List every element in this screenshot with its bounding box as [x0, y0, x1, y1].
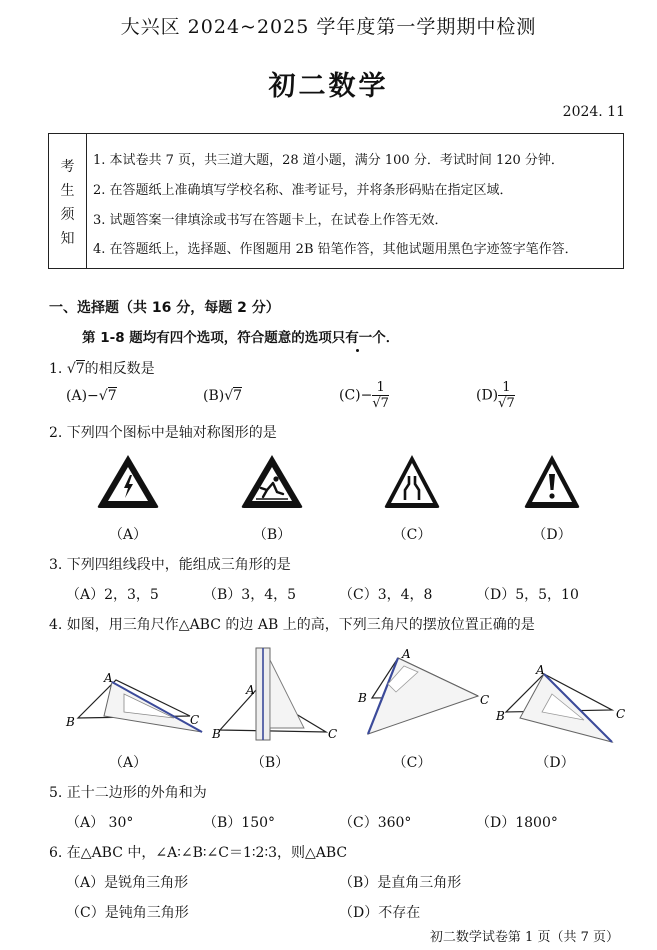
slippery-floor-warning-icon — [239, 452, 305, 510]
minus-sign: − — [87, 388, 99, 404]
sqrt-symbol: √ — [498, 396, 507, 411]
q1-option-a[interactable] — [66, 388, 117, 404]
vertex-label-b: B — [66, 715, 75, 729]
q1-stem — [49, 358, 155, 378]
exam-title: 初二数学 — [268, 71, 389, 102]
q1-number: 1. — [49, 361, 63, 377]
q3-option-b[interactable]: （B）3，4，5 — [203, 587, 297, 603]
q4-label-a: （A） — [108, 755, 148, 771]
q1-option-d[interactable] — [476, 380, 515, 411]
instruction-text: 第 1-8 题均有四个选项，符合题意的选项 — [82, 330, 332, 346]
exclamation-warning-icon — [521, 452, 583, 510]
instruction-emphasis: 只有一个 — [331, 330, 386, 346]
option-label: (B) — [203, 388, 225, 404]
q4-figure-c — [352, 648, 502, 744]
q4-label-b: （B） — [250, 755, 290, 771]
q3-option-a[interactable]: （A）2，3，5 — [66, 587, 159, 603]
q4-figure-b — [208, 642, 348, 742]
q3-option-c[interactable]: （C）3，4，8 — [339, 587, 433, 603]
numerator: 1 — [372, 380, 389, 396]
notice-label-char: 生 — [60, 183, 75, 199]
radicand: 7 — [506, 396, 515, 411]
radicand: 7 — [233, 388, 243, 404]
fraction — [498, 380, 515, 411]
q5-option-d[interactable]: （D）1800° — [476, 815, 558, 831]
denominator — [372, 396, 389, 411]
minus-sign: − — [360, 387, 373, 404]
notice-item: 3. 试题答案一律填涂或书写在答题卡上，在试卷上作答无效． — [93, 213, 448, 228]
notice-label — [49, 134, 87, 268]
vertex-label-c: C — [616, 707, 626, 721]
road-narrows-warning-icon — [381, 452, 443, 510]
q4-stem: 4. 如图，用三角尺作△ABC 的边 AB 上的高，下列三角尺的摆放位置正确的是 — [49, 617, 535, 633]
vertex-label-a: A — [104, 671, 113, 685]
sqrt-symbol: √ — [66, 361, 76, 377]
instruction-end: ． — [385, 330, 400, 346]
q5-option-c[interactable]: （C）360° — [339, 815, 412, 831]
vertex-label-b: B — [212, 727, 221, 741]
vertex-label-a: A — [402, 648, 411, 661]
vertex-label-a: A — [246, 683, 255, 697]
vertex-label-c: C — [480, 693, 490, 707]
q5-option-a[interactable]: （A） 30° — [66, 815, 134, 831]
vertex-label-b: B — [496, 709, 505, 723]
q4-figure-a — [64, 662, 204, 742]
option-label: (C) — [339, 387, 361, 404]
q2-stem: 2. 下列四个图标中是轴对称图形的是 — [49, 425, 277, 441]
vertex-label-c: C — [328, 727, 338, 741]
q5-stem: 5. 正十二边形的外角和为 — [49, 785, 207, 801]
vertex-label-a: A — [536, 663, 545, 677]
notice-item: 2. 在答题纸上准确填写学校名称、准考证号，并将条形码贴在指定区域． — [93, 183, 513, 198]
page-footer: 初二数学试卷第 1 页（共 7 页） — [429, 930, 619, 945]
sqrt-symbol: √ — [224, 388, 234, 404]
q6-option-b[interactable]: （B）是直角三角形 — [339, 875, 462, 891]
section-instruction — [82, 326, 399, 346]
fraction — [372, 380, 389, 411]
radicand: 7 — [107, 388, 117, 404]
q6-option-d[interactable]: （D）不存在 — [339, 905, 421, 921]
sqrt-symbol: √ — [372, 396, 381, 411]
q4-label-d: （D） — [535, 755, 575, 771]
notice-label-char: 知 — [60, 231, 75, 247]
high-voltage-warning-icon — [95, 452, 161, 510]
notice-box — [48, 133, 624, 269]
radicand: 7 — [380, 396, 389, 411]
q6-option-a[interactable]: （A）是锐角三角形 — [66, 875, 189, 891]
notice-label-char: 考 — [60, 159, 75, 175]
option-label: (D) — [476, 387, 499, 404]
q2-label-d: （D） — [532, 527, 572, 543]
q3-stem: 3. 下列四组线段中，能组成三角形的是 — [49, 557, 291, 573]
exam-date: 2024. 11 — [562, 104, 625, 120]
notice-label-char: 须 — [60, 207, 75, 223]
option-label: (A) — [66, 388, 88, 404]
notice-item: 1. 本试卷共 7 页，共三道大题，28 道小题，满分 100 分．考试时间 120 分钟． — [93, 153, 564, 168]
q1-stem-text: 的相反数是 — [84, 361, 155, 377]
q1-radicand: 7 — [75, 361, 85, 377]
exam-header: 大兴区 2024~2025 学年度第一学期期中检测 — [120, 16, 537, 38]
q1-option-b[interactable] — [203, 388, 242, 404]
q3-option-d[interactable]: （D）5，5，10 — [476, 587, 579, 603]
vertex-label-b: B — [358, 691, 367, 705]
denominator — [498, 396, 515, 411]
q5-option-b[interactable]: （B）150° — [203, 815, 276, 831]
q2-label-c: （C） — [392, 527, 432, 543]
sqrt-symbol: √ — [98, 388, 108, 404]
q6-stem: 6. 在△ABC 中，∠A∶∠B∶∠C＝1∶2∶3，则△ABC — [49, 845, 348, 861]
notice-item: 4. 在答题纸上，选择题、作图题用 2B 铅笔作答，其他试题用黑色字迹签字笔作答． — [93, 242, 578, 257]
q4-label-c: （C） — [392, 755, 432, 771]
section-title: 一、选择题（共 16 分，每题 2 分） — [49, 300, 280, 316]
q2-label-a: （A） — [108, 527, 148, 543]
q2-label-b: （B） — [252, 527, 292, 543]
numerator: 1 — [498, 380, 515, 396]
q6-option-c[interactable]: （C）是钝角三角形 — [66, 905, 189, 921]
vertex-label-c: C — [190, 713, 200, 727]
q4-figure-d — [494, 660, 644, 746]
q1-option-c[interactable] — [339, 380, 389, 411]
